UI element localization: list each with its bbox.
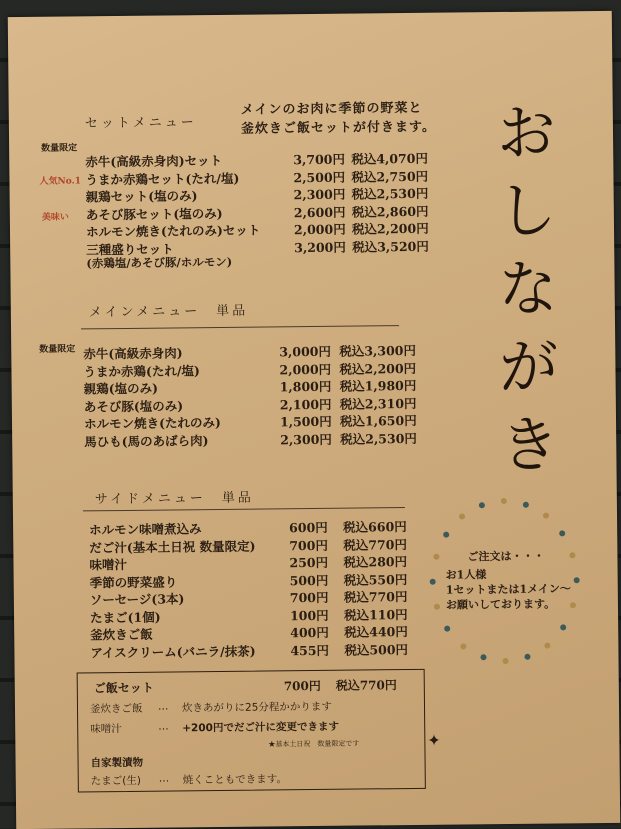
decorative-dot bbox=[444, 626, 450, 632]
set-menu-tagline-2: 釜炊きご飯セットが付きます。 bbox=[240, 119, 436, 137]
main-menu-heading: メインメニュー 単品 bbox=[88, 303, 249, 321]
decorative-dot bbox=[443, 532, 449, 538]
side-item-price: 455円 bbox=[290, 642, 330, 658]
main-item-tax: 税込2,200円 bbox=[339, 360, 417, 377]
main-item-tax: 税込3,300円 bbox=[339, 342, 417, 359]
badge-limited: 数量限定 bbox=[41, 143, 78, 154]
main-item-tax: 税込1,980円 bbox=[339, 377, 417, 394]
badge-recommended: 美味い bbox=[41, 212, 69, 223]
side-item-tax: 税込500円 bbox=[344, 641, 409, 658]
order-note-1: ご注文は・・・ bbox=[467, 549, 545, 564]
side-menu-heading: サイドメニュー 単品 bbox=[94, 490, 254, 508]
set-item-name: 親鶏セット(塩のみ) bbox=[85, 188, 198, 205]
main-item-tax: 税込1,650円 bbox=[339, 412, 417, 429]
egg-text: 焼くこともできます。 bbox=[182, 773, 287, 787]
side-item-name: 釜炊きご飯 bbox=[90, 626, 153, 643]
side-item-price: 700円 bbox=[289, 589, 329, 606]
set-item-price: 2,600円 bbox=[293, 204, 346, 220]
sparkle-icon: ✦ bbox=[427, 730, 441, 750]
side-item-name: たまご(1個) bbox=[89, 609, 161, 625]
decorative-dot bbox=[570, 553, 576, 559]
set-item-tax: 税込4,070円 bbox=[351, 150, 429, 167]
rice-set-box bbox=[77, 669, 426, 793]
set-item-name: あそび豚セット(塩のみ) bbox=[85, 205, 223, 222]
egg-dots: … bbox=[158, 772, 170, 785]
set-item-tax: 税込2,200円 bbox=[351, 220, 429, 237]
set-item-price: 3,700円 bbox=[293, 151, 346, 168]
decorative-dot bbox=[523, 502, 529, 508]
set-item-name: うまか赤鶏セット(たれ/塩) bbox=[85, 170, 240, 187]
set-menu-heading: セットメニュー bbox=[84, 115, 197, 132]
set-item-price: 2,000円 bbox=[293, 221, 346, 238]
decorative-dot bbox=[501, 498, 507, 504]
main-item-name: あそび豚(塩のみ) bbox=[83, 397, 184, 414]
rice-line-1-text: 炊きあがりに25分程かかります bbox=[181, 700, 332, 715]
side-item-price: 400円 bbox=[290, 624, 329, 641]
side-item-tax: 税込660円 bbox=[343, 519, 407, 535]
set-item-tax: 税込2,750円 bbox=[351, 168, 429, 185]
set-item-name: 三種盛りセット bbox=[86, 240, 174, 257]
pickles-label: 自家製漬物 bbox=[90, 756, 144, 770]
decorative-dot bbox=[479, 502, 485, 508]
side-menu-rule bbox=[83, 507, 405, 511]
badge-popular: 人気No.1 bbox=[39, 176, 82, 187]
main-item-price: 2,100円 bbox=[279, 396, 332, 412]
main-item-name: 赤牛(高級赤身肉) bbox=[83, 345, 183, 362]
decorative-dot bbox=[525, 654, 531, 660]
decorative-dot bbox=[560, 624, 566, 630]
main-item-name: 馬ひも(馬のあばら肉) bbox=[84, 432, 209, 449]
main-badge-limited: 数量限定 bbox=[39, 344, 76, 355]
decorative-dot bbox=[545, 642, 551, 648]
set-menu-sub-note: (赤鶏塩/あそび豚/ホルモン) bbox=[86, 254, 233, 271]
side-item-name: アイスクリーム(バニラ/抹茶) bbox=[90, 643, 256, 660]
side-item-tax: 税込550円 bbox=[343, 571, 408, 588]
menu-title: おしながき bbox=[484, 99, 562, 491]
set-item-price: 2,500円 bbox=[293, 169, 346, 185]
set-item-tax: 税込2,530円 bbox=[351, 185, 429, 202]
main-item-price: 1,800円 bbox=[279, 378, 332, 395]
side-item-tax: 税込770円 bbox=[343, 589, 408, 605]
decorative-dot bbox=[503, 658, 509, 664]
side-item-name: ソーセージ(3本) bbox=[89, 591, 185, 608]
rice-set-price: 700円 bbox=[283, 678, 321, 694]
set-menu-tagline-1: メインのお肉に季節の野菜と bbox=[240, 100, 423, 118]
decorative-dot bbox=[459, 514, 465, 520]
decorative-dot bbox=[433, 554, 439, 560]
decorative-dot bbox=[430, 579, 436, 585]
rice-line-1-dots: … bbox=[157, 700, 169, 713]
side-item-price: 100円 bbox=[289, 607, 329, 623]
main-item-name: うまか赤鶏(たれ/塩) bbox=[83, 362, 200, 379]
menu-paper bbox=[8, 11, 620, 829]
side-item-price: 250円 bbox=[289, 554, 329, 571]
side-item-price: 500円 bbox=[289, 572, 329, 588]
main-item-price: 2,000円 bbox=[279, 361, 332, 377]
order-note-3: 1セットまたは1メイン〜 bbox=[445, 582, 571, 597]
decorative-dot bbox=[433, 603, 439, 609]
decorative-dot bbox=[460, 643, 466, 649]
set-item-price: 2,300円 bbox=[293, 186, 346, 203]
main-item-price: 3,000円 bbox=[279, 343, 332, 360]
side-item-price: 700円 bbox=[289, 537, 328, 553]
side-item-price: 600円 bbox=[289, 519, 328, 536]
rice-set-name: ご飯セット bbox=[93, 680, 154, 696]
side-item-tax: 税込110円 bbox=[343, 606, 408, 623]
set-item-tax: 税込3,520円 bbox=[352, 238, 429, 255]
main-menu-rule bbox=[81, 325, 399, 329]
set-item-tax: 税込2,860円 bbox=[351, 203, 429, 220]
decorative-dot bbox=[570, 602, 576, 608]
side-item-tax: 税込440円 bbox=[344, 624, 408, 640]
main-item-tax: 税込2,310円 bbox=[339, 395, 417, 412]
main-item-tax: 税込2,530円 bbox=[340, 430, 417, 447]
main-item-name: 親鶏(塩のみ) bbox=[83, 380, 159, 397]
egg-label: たまご(生) bbox=[90, 774, 142, 788]
rice-set-tax: 税込770円 bbox=[335, 678, 397, 693]
decorative-dot bbox=[480, 654, 486, 660]
side-item-name: だご汁(基本土日祝 数量限定) bbox=[89, 538, 256, 555]
side-item-name: ホルモン味噌煮込み bbox=[89, 521, 202, 538]
decorative-dot bbox=[574, 577, 580, 583]
side-item-tax: 税込770円 bbox=[343, 536, 407, 553]
rice-line-2-text: +200円でだご汁に変更できます bbox=[182, 720, 339, 735]
set-item-name: 赤牛(高級赤身肉)セット bbox=[85, 152, 223, 170]
rice-line-1-label: 釜炊きご飯 bbox=[89, 702, 143, 716]
set-item-price: 3,200円 bbox=[294, 239, 346, 255]
main-item-price: 1,500円 bbox=[279, 413, 332, 430]
order-note-4: お願いしております。 bbox=[445, 597, 556, 612]
rice-small-note: ★基本土日祝 数量限定です bbox=[268, 739, 360, 749]
side-item-name: 季節の野菜盛り bbox=[89, 573, 178, 590]
main-item-name: ホルモン焼き(たれのみ) bbox=[83, 414, 221, 432]
decorative-dot bbox=[543, 513, 549, 519]
decorative-dot bbox=[559, 530, 565, 536]
main-item-price: 2,300円 bbox=[280, 431, 332, 447]
rice-line-2-dots: … bbox=[158, 720, 169, 733]
order-note-2: お1人様 bbox=[445, 568, 487, 582]
side-item-tax: 税込280円 bbox=[343, 554, 408, 570]
rice-line-2-label: 味噌汁 bbox=[90, 723, 122, 736]
side-item-name: 味噌汁 bbox=[89, 556, 128, 573]
set-item-name: ホルモン焼き(たれのみ)セット bbox=[85, 222, 261, 240]
